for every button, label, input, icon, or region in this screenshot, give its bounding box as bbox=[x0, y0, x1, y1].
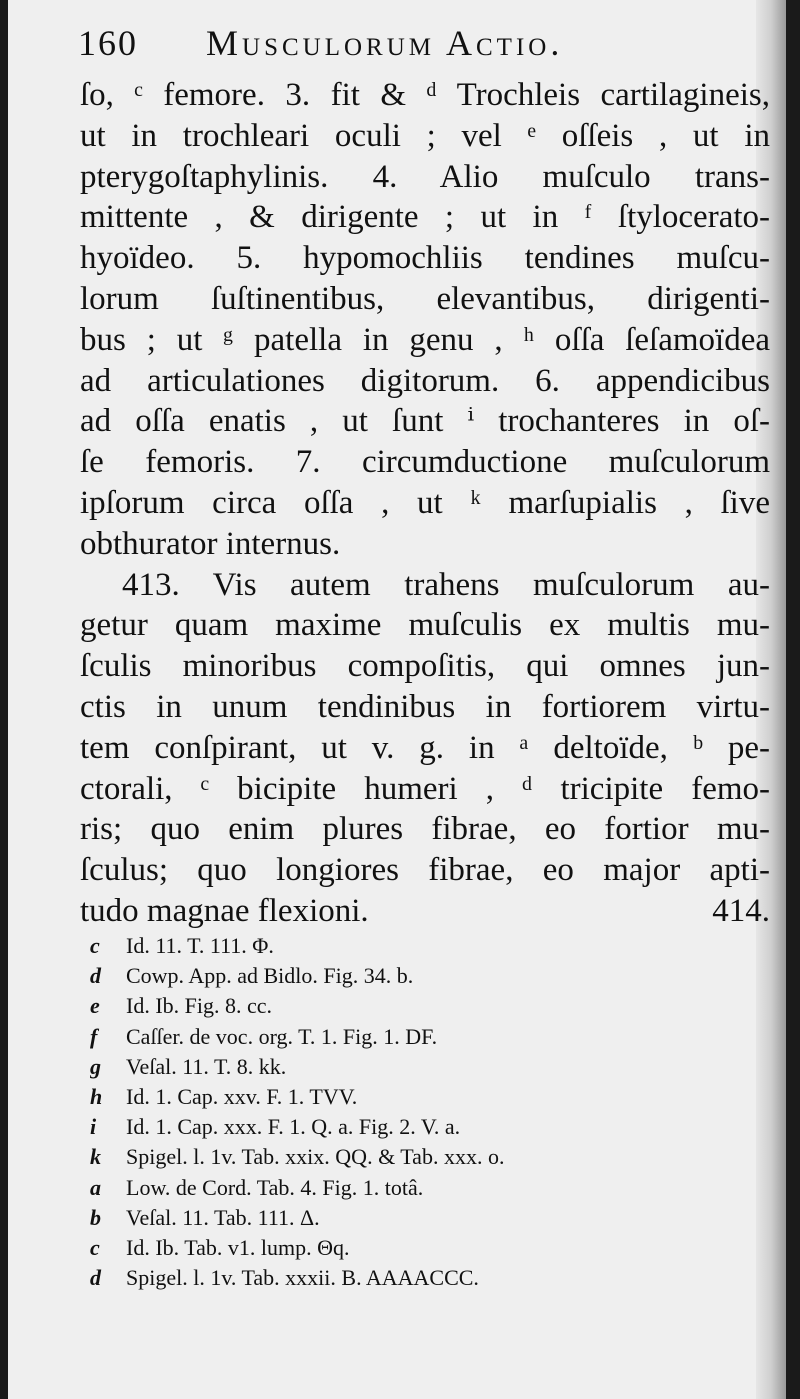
text-line: ut in trochleari oculi ; vel ᵉ oſſeis , ut in bbox=[80, 117, 770, 154]
footnote bbox=[90, 1233, 750, 1263]
footnote bbox=[90, 1142, 750, 1172]
text-line: mittente , & dirigente ; ut in ᶠ ſtylocerato- bbox=[80, 199, 770, 236]
footnote-text: Spigel. l. 1v. Tab. xxxii. B. AAAACCC. bbox=[126, 1265, 479, 1291]
text-line: tudo magnae flexioni. bbox=[80, 892, 369, 929]
footnote bbox=[90, 1112, 750, 1142]
text-line: ctis in unum tendinibus in fortiorem virtu- bbox=[80, 688, 770, 725]
footnote-mark: h bbox=[90, 1083, 103, 1109]
footnote bbox=[90, 1022, 750, 1052]
text-line: lorum ſuſtinentibus, elevantibus, dirigenti- bbox=[80, 280, 770, 317]
paragraph-413-start: 413. Vis autem trahens muſculorum au- bbox=[122, 566, 770, 603]
text-line: ſculus; quo longiores fibrae, eo major apti- bbox=[80, 852, 770, 889]
text-line: pterygoſtaphylinis. 4. Alio muſculo trans- bbox=[80, 158, 770, 195]
footnote-mark: g bbox=[90, 1053, 101, 1079]
footnote bbox=[90, 1203, 750, 1233]
footnote-text: Veſal. 11. Tab. 111. Δ. bbox=[126, 1204, 320, 1230]
footnote-mark: f bbox=[90, 1023, 98, 1049]
footnote-mark: d bbox=[90, 963, 101, 989]
text-line: ſculis minoribus compoſitis, qui omnes jun- bbox=[80, 648, 770, 685]
footnote-text: Veſal. 11. T. 8. kk. bbox=[126, 1053, 287, 1079]
text-line: ipſorum circa oſſa , ut ᵏ marſupialis , ſive bbox=[80, 484, 770, 521]
running-title: Musculorum Actio. bbox=[206, 23, 564, 63]
footnote-text: Id. 1. Cap. xxv. F. 1. TVV. bbox=[126, 1083, 358, 1109]
footnote-text: Spigel. l. 1v. Tab. xxix. QQ. & Tab. xxx. o. bbox=[126, 1144, 505, 1170]
text-line: ctorali, ᶜ bicipite humeri , ᵈ tricipite femo- bbox=[80, 770, 770, 807]
footnote-text: Id. Ib. Tab. v1. lump. Θq. bbox=[126, 1234, 350, 1260]
text-line: ſo, ᶜ femore. 3. fit & ᵈ Trochleis cartilagineis, bbox=[80, 77, 770, 113]
text-line: obthurator internus. bbox=[80, 525, 341, 562]
text-line: ris; quo enim plures fibrae, eo fortior mu- bbox=[80, 811, 770, 848]
text-line: ad articulationes digitorum. 6. appendicibus bbox=[80, 362, 770, 399]
catchword: 414. bbox=[712, 892, 770, 929]
footnote bbox=[90, 1173, 750, 1203]
footnote-mark: c bbox=[90, 1234, 100, 1260]
text-line: hyoïdeo. 5. hypomochliis tendines muſcu- bbox=[80, 240, 770, 277]
footnote bbox=[90, 991, 750, 1021]
footnote-text: Id. Ib. Fig. 8. cc. bbox=[126, 993, 273, 1019]
footnote bbox=[90, 1052, 750, 1082]
text-line: ad oſſa enatis , ut ſunt ⁱ trochanteres in oſ- bbox=[80, 403, 770, 440]
footnote-mark: d bbox=[90, 1265, 101, 1291]
book-page bbox=[8, 0, 786, 1399]
footnote bbox=[90, 1263, 750, 1293]
text-line: getur quam maxime muſculis ex multis mu- bbox=[80, 607, 770, 644]
text-line: tem conſpirant, ut v. g. in ᵃ deltoïde, ᵇ pe- bbox=[80, 729, 770, 766]
page-header bbox=[78, 22, 758, 68]
text-line: bus ; ut ᵍ patella in genu , ʰ oſſa ſeſamoïdea bbox=[80, 321, 770, 358]
footnote bbox=[90, 931, 750, 961]
footnotes bbox=[90, 931, 750, 1293]
footnote-mark: i bbox=[90, 1114, 97, 1140]
footnote-text: Caſſer. de voc. org. T. 1. Fig. 1. DF. bbox=[126, 1023, 438, 1049]
footnote-mark: k bbox=[90, 1144, 101, 1170]
footnote-mark: e bbox=[90, 993, 100, 1019]
footnote-text: Cowp. App. ad Bidlo. Fig. 34. b. bbox=[126, 963, 414, 989]
footnote-mark: a bbox=[90, 1174, 101, 1200]
page-number: 160 bbox=[78, 23, 138, 63]
last-text-line bbox=[80, 891, 770, 932]
main-text bbox=[80, 75, 770, 932]
footnote-mark: b bbox=[90, 1204, 101, 1230]
footnote-text: Low. de Cord. Tab. 4. Fig. 1. totâ. bbox=[126, 1174, 424, 1200]
footnote-mark: c bbox=[90, 933, 100, 958]
footnote-text: Id. 11. T. 111. Φ. bbox=[126, 933, 274, 958]
footnote-text: Id. 1. Cap. xxx. F. 1. Q. a. Fig. 2. V. a. bbox=[126, 1114, 461, 1140]
footnote bbox=[90, 961, 750, 991]
text-line: ſe femoris. 7. circumductione muſculorum bbox=[80, 444, 770, 481]
footnote bbox=[90, 1082, 750, 1112]
